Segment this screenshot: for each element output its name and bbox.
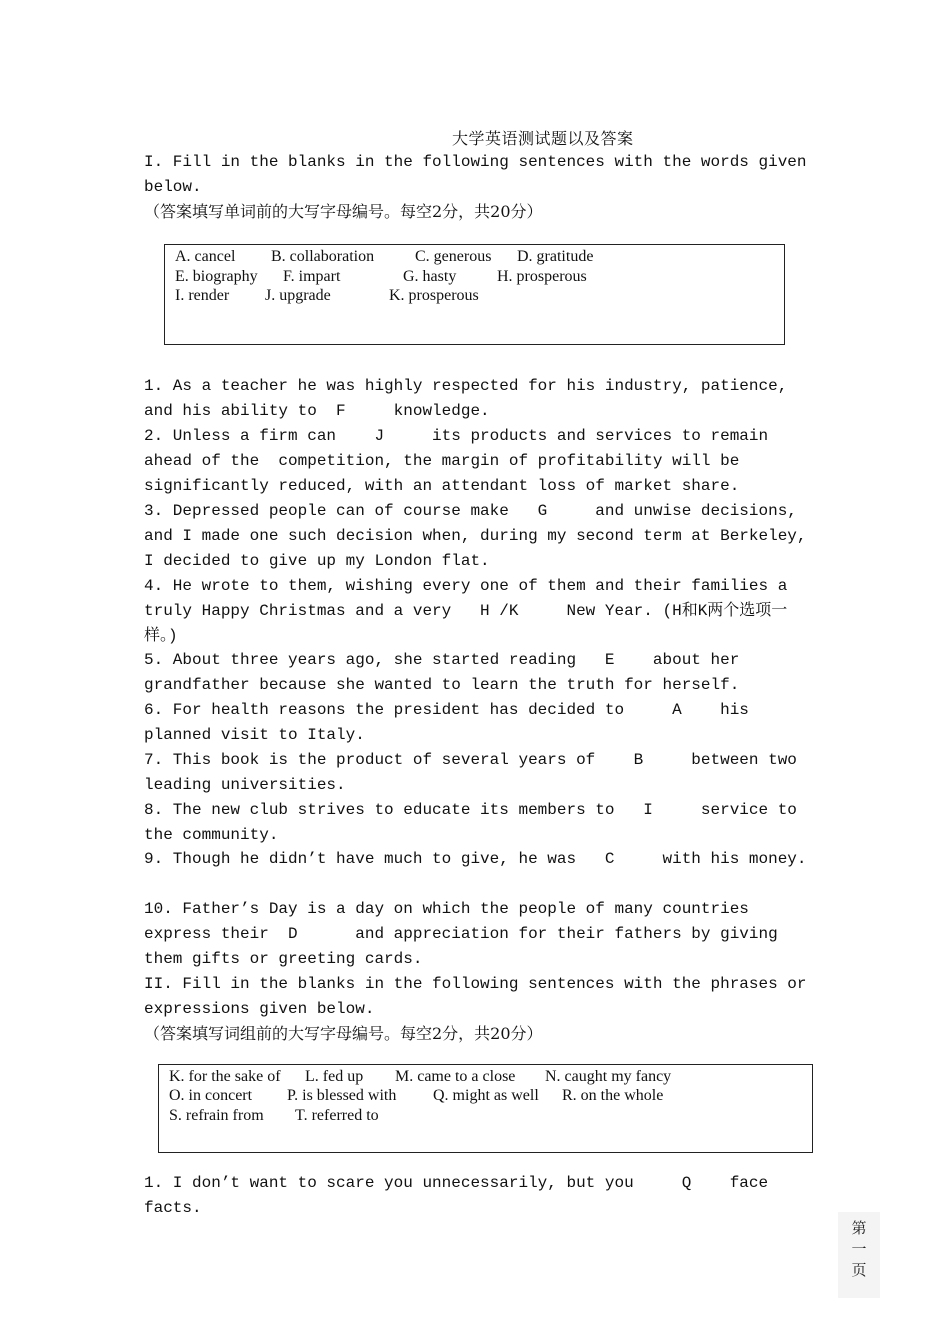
page-number-label	[838, 1212, 880, 1298]
phrase-option: Q. might as well	[433, 1087, 539, 1104]
word-option: A. cancel	[175, 248, 236, 265]
word-option: J. upgrade	[265, 287, 331, 304]
word-option: F. impart	[283, 268, 341, 285]
section1-word-bank	[164, 244, 785, 345]
phrase-option: S. refrain from	[169, 1107, 264, 1124]
word-option: H. prosperous	[497, 268, 587, 285]
question-item: 6. For health reasons the president has decided to A his planned visit to Italy.	[144, 701, 759, 744]
phrase-option: N. caught my fancy	[545, 1068, 672, 1085]
page-label-char: 第	[851, 1219, 867, 1237]
section1-heading: I. Fill in the blanks in the following sentences with the words given below.	[144, 153, 817, 196]
question-item: 9. Though he didn’t have much to give, he was C with his money.	[144, 850, 807, 868]
page-label-char: 页	[851, 1261, 867, 1279]
question-item: 4. He wrote to them, wishing every one of them and their families a truly Happy Christmas and a very H /K New Year. (H和K两个选项一样。)	[144, 577, 797, 645]
page-label-char: 一	[851, 1240, 867, 1258]
section1-note: （答案填写单词前的大写字母编号。每空2分，共20分）	[144, 202, 543, 221]
word-option: D. gratitude	[517, 248, 594, 265]
question-item: 5. About three years ago, she started reading E about her grandfather because she wanted to learn the truth for herself.	[144, 651, 749, 694]
phrase-option: P. is blessed with	[287, 1087, 397, 1104]
question-item: 10. Father’s Day is a day on which the people of many countries express their D and appreciation for their fathers by giving them gifts or greeting cards.	[144, 900, 788, 968]
word-option: C. generous	[415, 248, 492, 265]
phrase-option: O. in concert	[169, 1087, 253, 1104]
page-title: 大学英语测试题以及答案	[452, 129, 634, 148]
phrase-option: K. for the sake of	[169, 1068, 281, 1085]
section2-heading: II. Fill in the blanks in the following sentences with the phrases or expressions given below.	[144, 975, 817, 1018]
word-option: G. hasty	[403, 268, 457, 285]
section2-note: （答案填写词组前的大写字母编号。每空2分，共20分）	[144, 1024, 543, 1043]
question-item: 8. The new club strives to educate its members to I service to the community.	[144, 801, 807, 844]
word-option: K. prosperous	[389, 287, 479, 304]
word-option: I. render	[175, 287, 230, 304]
question-item: 7. This book is the product of several years of B between two leading universities.	[144, 751, 807, 794]
phrase-option: R. on the whole	[562, 1087, 664, 1104]
question-item: 3. Depressed people can of course make G and unwise decisions, and I made one such decision when, during my second term at Berkeley, I decided to give up my London flat.	[144, 502, 817, 570]
question-item: 1. As a teacher he was highly respected for his industry, patience, and his ability to F knowledge.	[144, 377, 797, 420]
phrase-option: M. came to a close	[395, 1068, 516, 1085]
question-item: 1. I don’t want to scare you unnecessarily, but you Q face facts.	[144, 1174, 778, 1217]
question-item: 2. Unless a firm can J its products and services to remain ahead of the competition, the margin of profitability will be significantly reduced, with an attendant loss of market share.	[144, 427, 778, 495]
phrase-option: L. fed up	[305, 1068, 364, 1085]
word-option: E. biography	[175, 268, 258, 285]
section2-phrase-bank	[158, 1064, 813, 1153]
word-option: B. collaboration	[271, 248, 375, 265]
phrase-option: T. referred to	[295, 1107, 379, 1124]
